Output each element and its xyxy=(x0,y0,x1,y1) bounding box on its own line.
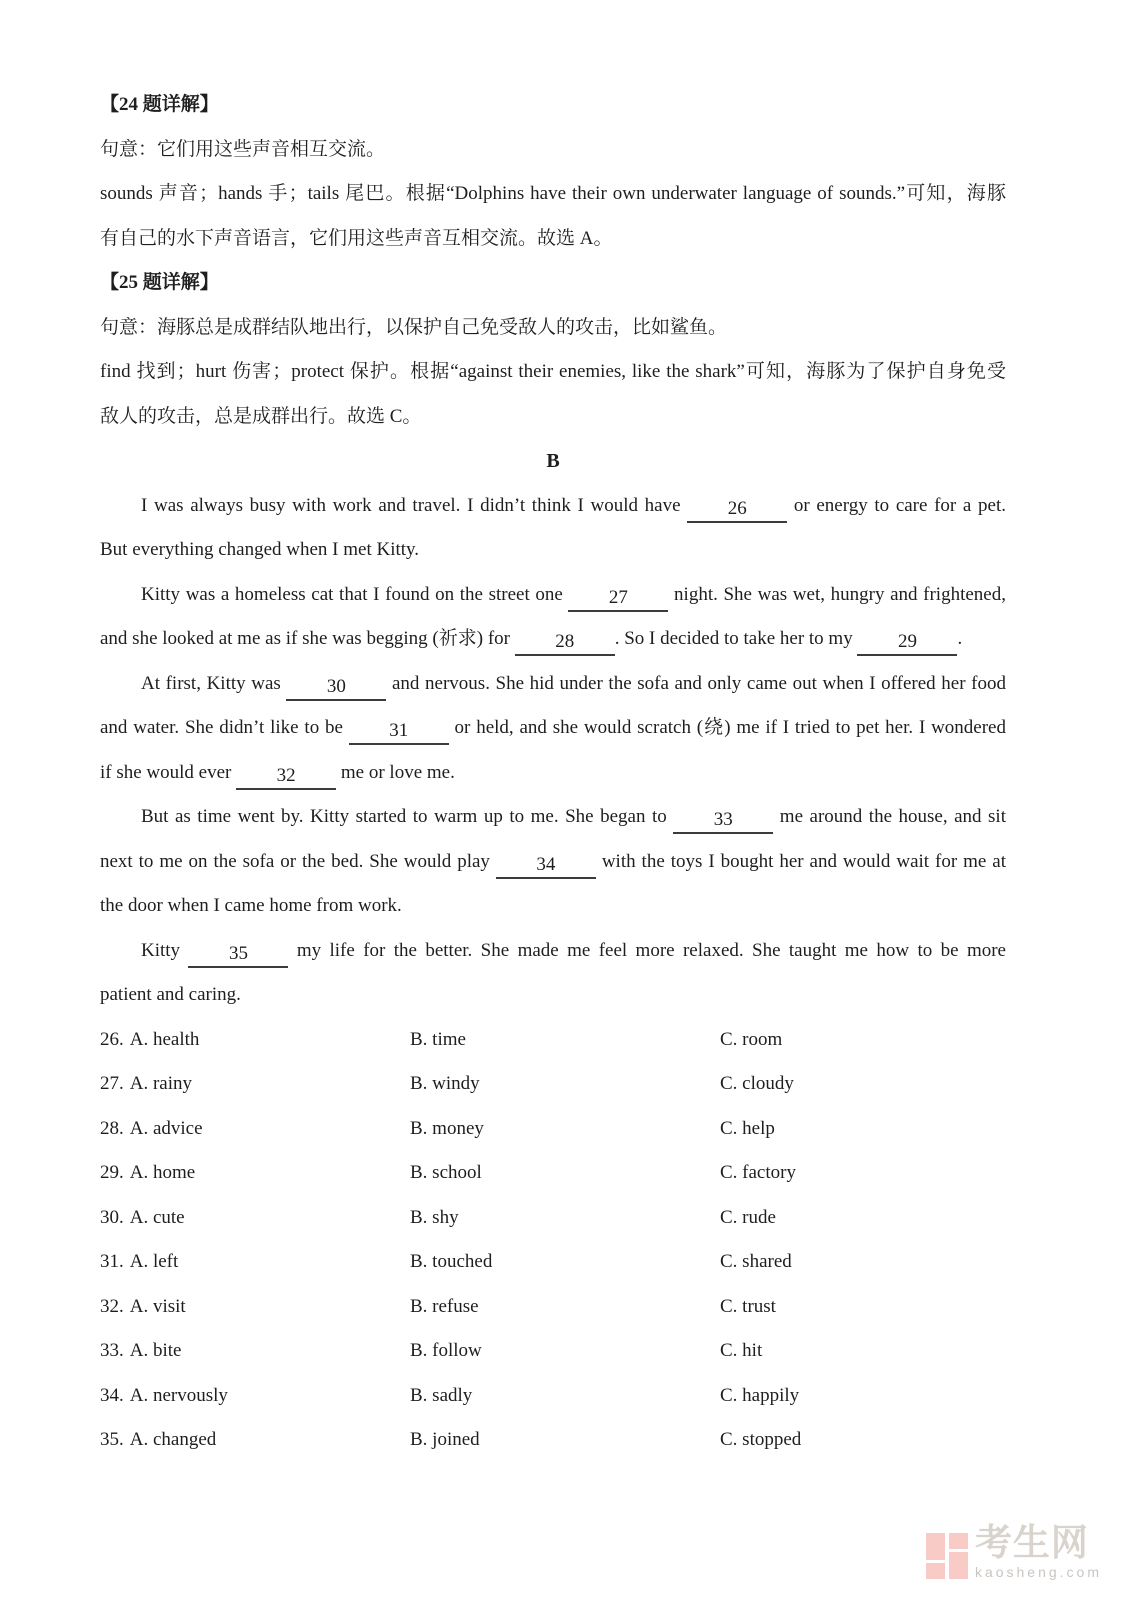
option-b: B. money xyxy=(410,1117,484,1139)
option-cell-c xyxy=(720,1018,1006,1063)
passage-text: me around the house, and sit xyxy=(773,806,1006,827)
option-a: A. left xyxy=(129,1251,179,1272)
option-row xyxy=(100,1418,1006,1463)
passage-line xyxy=(100,795,1006,840)
cloze-blank-31: 31 xyxy=(349,721,449,745)
option-cell-a xyxy=(100,1418,410,1463)
question-number: 30. xyxy=(100,1206,124,1228)
question-number: 34. xyxy=(100,1384,124,1406)
passage-line xyxy=(100,617,1006,662)
option-cell-a xyxy=(100,1062,410,1107)
option-c: C. shared xyxy=(720,1251,792,1272)
explanation-line: 敌人的攻击，总是成群出行。故选 C。 xyxy=(100,405,422,427)
option-a: A. home xyxy=(129,1162,196,1183)
explanation-line: 句意：海豚总是成群结队地出行，以保护自己免受敌人的攻击，比如鲨鱼。 xyxy=(100,316,728,338)
passage-line xyxy=(100,929,1006,974)
option-b: B. touched xyxy=(410,1251,493,1272)
option-a: A. changed xyxy=(129,1429,217,1450)
cloze-blank-32: 32 xyxy=(236,766,336,790)
watermark-site-domain: kaosheng.com xyxy=(974,1564,1102,1580)
passage-text: and she looked at me as if she was begging (祈求) for xyxy=(100,628,515,649)
logo-block xyxy=(949,1552,968,1579)
logo-left-column xyxy=(926,1533,945,1579)
option-b: B. time xyxy=(410,1028,466,1050)
option-cell-a xyxy=(100,1374,410,1419)
explanation-line: sounds 声音；hands 手；tails 尾巴。根据“Dolphins have their own underwater language of sounds.”可知，海豚 xyxy=(100,183,1006,204)
passage-paragraph xyxy=(100,573,1006,662)
option-b: B. windy xyxy=(410,1073,480,1094)
passage-line xyxy=(100,884,1006,929)
passage xyxy=(100,484,1006,1018)
passage-text: Kitty was a homeless cat that I found on the street one xyxy=(141,583,569,605)
option-cell-c xyxy=(720,1374,1006,1419)
passage-text: At first, Kitty was xyxy=(141,672,287,694)
option-cell-c xyxy=(720,1329,1006,1374)
question-number: 31. xyxy=(100,1251,124,1272)
cloze-blank-30: 30 xyxy=(286,677,386,701)
passage-text: Kitty xyxy=(141,939,189,961)
option-row xyxy=(100,1107,1006,1152)
option-a: A. rainy xyxy=(129,1073,193,1094)
passage-text: patient and caring. xyxy=(100,984,241,1005)
passage-text: . So I decided to take her to my xyxy=(614,628,858,649)
option-cell-c xyxy=(720,1418,1006,1463)
watermark xyxy=(926,1525,1102,1579)
question-number: 32. xyxy=(100,1295,124,1317)
option-cell-a xyxy=(100,1018,410,1063)
kaosheng-logo-icon xyxy=(926,1533,968,1579)
passage-text: night. She was wet, hungry and frightened, xyxy=(668,583,1006,605)
option-cell-c xyxy=(720,1196,1006,1241)
option-c: C. factory xyxy=(720,1162,796,1183)
passage-paragraph xyxy=(100,795,1006,929)
option-row xyxy=(100,1240,1006,1285)
option-b: B. refuse xyxy=(410,1295,479,1317)
passage-line xyxy=(100,751,1006,796)
option-row xyxy=(100,1196,1006,1241)
passage-text: next to me on the sofa or the bed. She would play xyxy=(100,850,496,872)
cloze-blank-35: 35 xyxy=(188,944,288,968)
passage-text: the door when I came home from work. xyxy=(100,895,402,916)
passage-line xyxy=(100,840,1006,885)
question-number: 28. xyxy=(100,1117,124,1139)
explanation-section xyxy=(100,83,1006,261)
option-cell-a xyxy=(100,1285,410,1330)
option-cell-a xyxy=(100,1329,410,1374)
option-c: C. hit xyxy=(720,1340,763,1361)
passage-line xyxy=(100,662,1006,707)
section-b-heading: B xyxy=(546,450,560,472)
passage-line xyxy=(100,706,1006,751)
passage-paragraph xyxy=(100,929,1006,1018)
cloze-blank-28: 28 xyxy=(515,632,615,656)
explanation-line: 句意：它们用这些声音相互交流。 xyxy=(100,138,386,160)
option-a: A. advice xyxy=(129,1117,203,1139)
option-c: C. cloudy xyxy=(720,1073,794,1094)
explanation-line: 有自己的水下声音语言，它们用这些声音互相交流。故选 A。 xyxy=(100,227,613,249)
option-row xyxy=(100,1285,1006,1330)
passage-text: if she would ever xyxy=(100,761,237,783)
passage-text: But as time went by. Kitty started to warm up to me. She began to xyxy=(141,806,674,827)
watermark-text xyxy=(975,1525,1102,1579)
option-a: A. visit xyxy=(129,1295,186,1317)
passage-text: . xyxy=(957,628,963,649)
options-list xyxy=(100,1018,1006,1463)
option-row xyxy=(100,1329,1006,1374)
option-cell-b xyxy=(410,1240,720,1285)
passage-text: with the toys I bought her and would wait for me at xyxy=(595,850,1006,872)
option-cell-a xyxy=(100,1240,410,1285)
logo-right-column xyxy=(949,1533,968,1579)
option-b: B. shy xyxy=(410,1206,459,1228)
option-b: B. joined xyxy=(410,1429,480,1450)
option-c: C. room xyxy=(720,1028,783,1050)
option-cell-a xyxy=(100,1196,410,1241)
passage-text: I was always busy with work and travel. I didn’t think I would have xyxy=(141,494,688,516)
option-row xyxy=(100,1374,1006,1419)
cloze-blank-27: 27 xyxy=(568,588,668,612)
option-cell-b xyxy=(410,1418,720,1463)
option-a: A. bite xyxy=(129,1340,182,1361)
option-cell-b xyxy=(410,1329,720,1374)
passage-text: me or love me. xyxy=(336,761,455,783)
option-c: C. stopped xyxy=(720,1429,802,1450)
option-row xyxy=(100,1018,1006,1063)
explanation-line: find 找到；hurt 伤害；protect 保护。根据“against their enemies, like the shark”可知，海豚为了保护自身免受 xyxy=(100,361,1006,382)
cloze-blank-33: 33 xyxy=(673,810,773,834)
logo-block xyxy=(926,1533,945,1560)
explanation-heading: 【25 题详解】 xyxy=(100,272,219,293)
option-cell-a xyxy=(100,1151,410,1196)
logo-block xyxy=(926,1563,945,1579)
passage-text: my life for the better. She made me feel more relaxed. She taught me how to be more xyxy=(288,939,1006,961)
option-cell-b xyxy=(410,1151,720,1196)
option-c: C. rude xyxy=(720,1206,776,1228)
option-cell-b xyxy=(410,1062,720,1107)
logo-block xyxy=(949,1533,968,1549)
explanation-section xyxy=(100,261,1006,439)
passage-line xyxy=(100,573,1006,618)
option-cell-c xyxy=(720,1240,1006,1285)
question-number: 29. xyxy=(100,1162,124,1183)
explanations xyxy=(100,83,1006,439)
option-a: A. health xyxy=(129,1028,200,1050)
option-a: A. cute xyxy=(129,1206,185,1228)
passage-paragraph xyxy=(100,662,1006,796)
passage-line xyxy=(100,973,1006,1018)
option-cell-b xyxy=(410,1107,720,1152)
option-cell-c xyxy=(720,1285,1006,1330)
option-b: B. follow xyxy=(410,1340,482,1361)
explanation-heading: 【24 题详解】 xyxy=(100,94,219,115)
option-c: C. trust xyxy=(720,1295,776,1317)
option-b: B. school xyxy=(410,1162,482,1183)
passage-text: or energy to care for a pet. xyxy=(787,494,1006,516)
option-c: C. help xyxy=(720,1117,775,1139)
question-number: 35. xyxy=(100,1429,124,1450)
passage-text: and nervous. She hid under the sofa and only came out when I offered her food xyxy=(386,672,1006,694)
cloze-blank-29: 29 xyxy=(857,632,957,656)
question-number: 26. xyxy=(100,1028,124,1050)
option-cell-b xyxy=(410,1196,720,1241)
passage-text: But everything changed when I met Kitty. xyxy=(100,539,420,560)
option-row xyxy=(100,1062,1006,1107)
watermark-site-name: 考生网 xyxy=(974,1523,1089,1564)
passage-line xyxy=(100,528,1006,573)
passage-line xyxy=(100,484,1006,529)
passage-text: and water. She didn’t like to be xyxy=(100,717,349,738)
option-b: B. sadly xyxy=(410,1384,473,1406)
option-cell-c xyxy=(720,1107,1006,1152)
passage-paragraph xyxy=(100,484,1006,573)
option-cell-c xyxy=(720,1151,1006,1196)
question-number: 27. xyxy=(100,1073,124,1094)
option-cell-a xyxy=(100,1107,410,1152)
passage-text: or held, and she would scratch (绕) me if I tried to pet her. I wondered xyxy=(448,717,1006,738)
cloze-blank-34: 34 xyxy=(496,855,596,879)
cloze-blank-26: 26 xyxy=(687,499,787,523)
option-cell-b xyxy=(410,1374,720,1419)
option-cell-c xyxy=(720,1062,1006,1107)
option-row xyxy=(100,1151,1006,1196)
option-a: A. nervously xyxy=(129,1384,228,1406)
option-cell-b xyxy=(410,1285,720,1330)
question-number: 33. xyxy=(100,1340,124,1361)
page-content xyxy=(100,83,1006,1463)
option-cell-b xyxy=(410,1018,720,1063)
option-c: C. happily xyxy=(720,1384,800,1406)
